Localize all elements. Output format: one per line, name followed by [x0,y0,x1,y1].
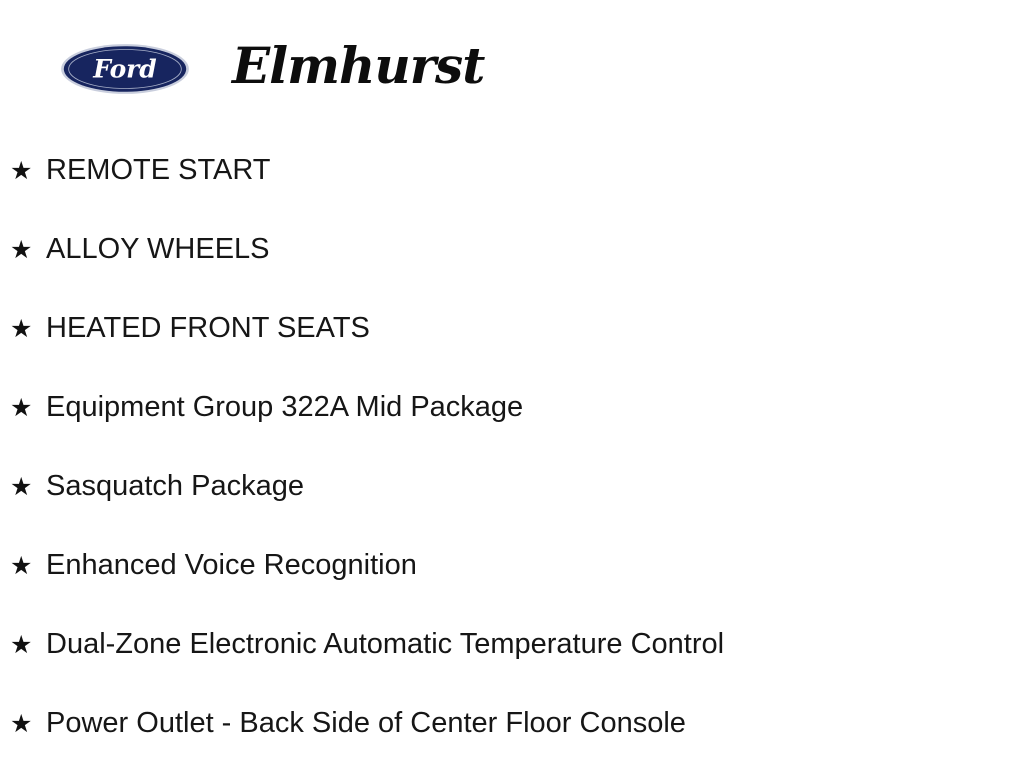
ford-logo-icon [60,41,190,97]
ford-logo-script: Ford [93,54,157,84]
feature-item [10,233,1024,267]
feature-label: Power Outlet - Back Side of Center Floor Console [46,707,686,740]
star-icon: ★ [10,630,33,659]
feature-label: REMOTE START [46,154,271,187]
feature-label: Equipment Group 322A Mid Package [46,391,524,424]
feature-label: Sasquatch Package [46,470,304,503]
feature-item [10,391,1024,425]
star-icon: ★ [10,314,33,343]
star-icon: ★ [10,393,33,422]
feature-item [10,549,1024,583]
feature-item [10,628,1024,662]
star-icon: ★ [10,709,33,738]
star-icon: ★ [10,472,33,501]
dealer-name: Elmhurst [232,36,485,95]
feature-item [10,154,1024,188]
feature-item [10,312,1024,346]
feature-label: HEATED FRONT SEATS [46,312,370,345]
feature-label: ALLOY WHEELS [46,233,270,266]
star-icon: ★ [10,551,33,580]
star-icon: ★ [10,235,33,264]
feature-label: Dual-Zone Electronic Automatic Temperature Control [46,628,725,661]
feature-item [10,470,1024,504]
star-icon: ★ [10,156,33,185]
feature-list [10,154,1024,741]
feature-label: Enhanced Voice Recognition [46,549,417,582]
dealer-logo-header [0,0,1024,98]
feature-item [10,707,1024,741]
